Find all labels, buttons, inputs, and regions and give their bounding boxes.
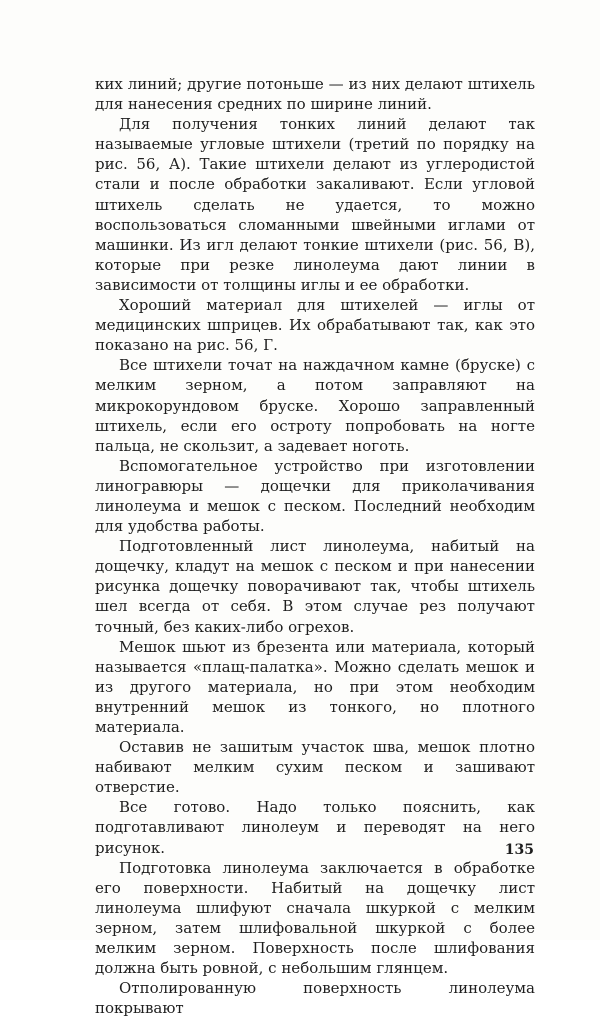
paragraph-syringe-needles: Хороший материал для штихелей — иглы от медицинских шприцев. Их обрабатывают так, как это показано на рис. 56, Г. bbox=[95, 296, 535, 355]
paragraph-linoleum-preparation: Подготовка линолеума заключается в обработке его поверхности. Набитый на дощечку лист линолеума шлифуют сначала шкуркой с мелким зерном, затем шлифовальной шкуркой с более мелким зерном. Поверхность после шлифования должна быть ровной, с небольшим глянцем. bbox=[95, 858, 535, 978]
paragraph-sharpening: Все штихели точат на наждачном камне (бруске) с мелким зерном, а потом заправляют на микрокорундовом бруске. Хорошо заправленный штихель, если его остроту попробовать на ногте пальца, не скользит, а задевает ноготь. bbox=[95, 356, 535, 455]
paragraph-filling-bag: Оставив не зашитым участок шва, мешок плотно набивают мелким сухим песком и зашивают отверстие. bbox=[95, 738, 535, 797]
paragraph-polished-surface: Отполированную поверхность линолеума покрывают bbox=[95, 979, 535, 1018]
paragraph-auxiliary-device: Вспомогательное устройство при изготовлении линогравюры — дощечки для приколачивания линолеума и мешок с песком. Последний необходим для удобства работы. bbox=[95, 456, 535, 536]
paragraph-all-ready: Все готово. Надо только пояснить, как подготавливают линолеум и переводят на него рисунок. bbox=[95, 798, 535, 857]
body-text bbox=[95, 74, 535, 1018]
paragraph-continuation: ких линий; другие потоньше — из них делают штихель для нанесения средних по ширине линий. bbox=[95, 75, 535, 114]
paragraph-angle-gravers: Для получения тонких линий делают так называемые угловые штихели (третий по порядку на рис. 56, А). Такие штихели делают из углеродистой стали и после обработки закаливают. Если угловой штихель сделать не удается, то можно воспользоваться сломанными швейными иглами от машинки. Из игл делают тонкие штихели (рис. 56, В), которые при резке линолеума дают линии в зависимости от толщины иглы и ее обработки. bbox=[95, 115, 535, 294]
page-number: 135 bbox=[504, 842, 534, 858]
paragraph-sandbag-usage: Подготовленный лист линолеума, набитый на дощечку, кладут на мешок с песком и при нанесении рисунка дощечку поворачивают так, чтобы штихель шел всегда от себя. В этом случае рез получают точный, без каких-либо огрехов. bbox=[95, 537, 535, 636]
paragraph-bag-material: Мешок шьют из брезента или материала, который называется «плащ-палатка». Можно сделать мешок и из другого материала, но при этом необходим внутренний мешок из тонкого, но плотного материала. bbox=[95, 637, 535, 736]
